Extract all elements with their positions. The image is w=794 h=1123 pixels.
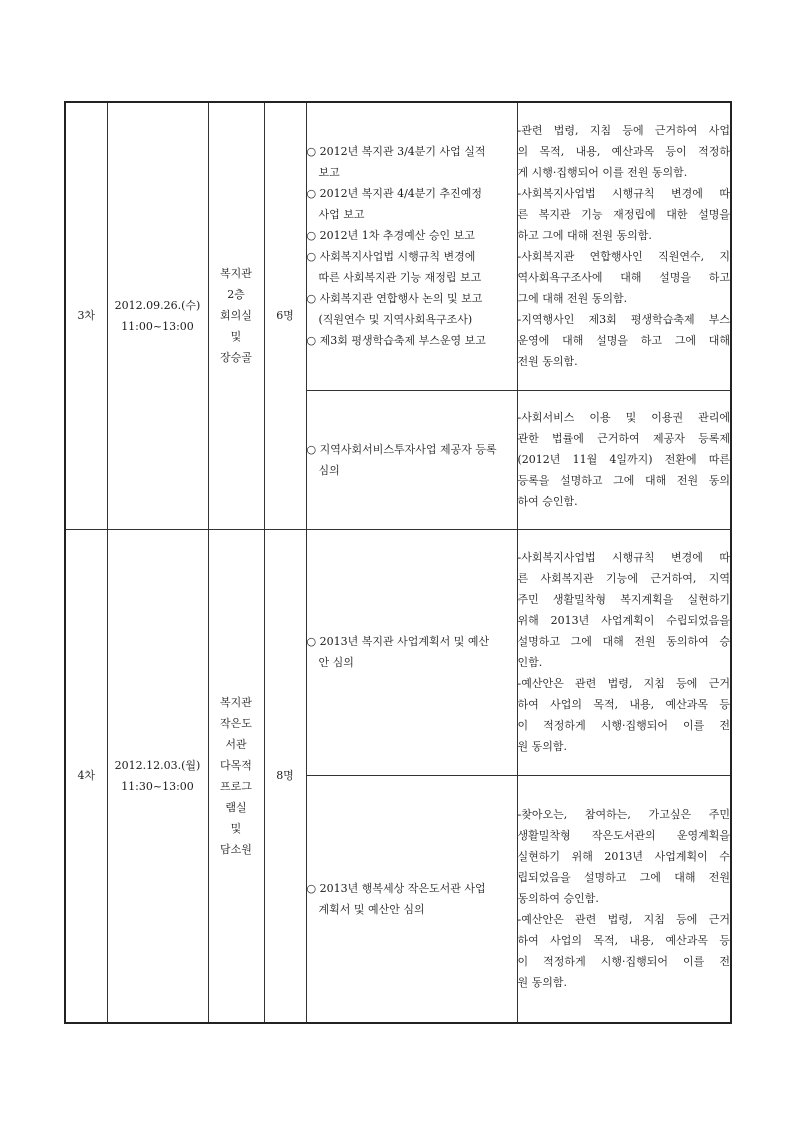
agenda-line: 계획서 및 예산안 심의: [318, 902, 425, 916]
agenda-cell: [306, 390, 517, 529]
agenda-line: ○ 2013년 복지관 사업계획서 및 예산: [306, 635, 490, 648]
result-line: 그에 대해 전원 동의함.: [517, 292, 628, 306]
result-line: 위해 2013년 사업계획이 수립되었음을: [517, 614, 730, 627]
date-cell: [107, 102, 208, 529]
result-line: 실현하기 위해 2013년 사업계획이 수: [517, 850, 730, 864]
agenda-cell: [306, 775, 517, 1023]
result-line: 른 복지관 기능 재정립에 대한 설명을: [517, 208, 730, 222]
result-line: 하고 그에 대해 전원 동의함.: [517, 229, 652, 243]
agenda-line: 심의: [318, 463, 340, 477]
date-label: 2012.09.26.(수): [114, 298, 201, 312]
result-line: -찾아오는, 참여하는, 가고싶은 주민: [517, 808, 730, 822]
result-line: 설명하고 그에 대해 전원 동의하여 승: [517, 635, 730, 648]
result-line: 원 동의함.: [517, 976, 567, 990]
result-line: 주민 생활밀착형 복지계획을 실현하기: [517, 593, 730, 606]
result-line: -사회복지관 연합행사인 직원연수, 지: [517, 250, 730, 264]
agenda-line: ○ 2012년 복지관 4/4분기 추진예정: [306, 187, 483, 201]
place-line: 서관: [225, 737, 247, 751]
table-row: [65, 102, 731, 390]
result-line: 하여 승인함.: [517, 495, 578, 508]
place-line: 회의실: [220, 309, 252, 323]
place-line: 복지관: [220, 267, 252, 281]
result-line: 운영에 대해 설명을 하고 그에 대해: [517, 334, 730, 348]
result-line: -사회서비스 이용 및 이용권 관리에: [517, 411, 730, 424]
time-label: 11:30~13:00: [121, 779, 194, 793]
round-cell: [65, 102, 107, 529]
date-cell: [107, 529, 208, 1023]
result-line: 역사회욕구조사에 대해 설명을 하고: [517, 271, 730, 285]
result-cell: [517, 775, 731, 1023]
result-line: 동의하여 승인함.: [517, 892, 599, 906]
agenda-line: ○ 지역사회서비스투자사업 제공자 등록: [306, 442, 497, 456]
place-cell: [208, 529, 264, 1023]
result-line: 게 시행·집행되어 이를 전원 동의함.: [517, 166, 688, 180]
agenda-line: ○ 2013년 행복세상 작은도서관 사업: [306, 881, 486, 895]
agenda-line: ○ 사회복지관 연합행사 논의 및 보고: [306, 292, 483, 306]
place-line: 다목적: [220, 758, 252, 772]
result-line: -예산안은 관련 법령, 지침 등에 근거: [517, 913, 730, 927]
place-line: 램실: [225, 800, 247, 814]
result-line: (2012년 11월 4일까지) 전환에 따른: [517, 453, 730, 466]
result-line: 생활밀착형 작은도서관의 운영계획을: [517, 829, 730, 843]
result-line: 원 동의함.: [517, 740, 567, 753]
place-line: 프로그: [220, 779, 252, 793]
result-line: 의 목적, 내용, 예산과목 등이 적정하: [517, 145, 730, 159]
round-cell: [65, 529, 107, 1023]
result-line: -관련 법령, 지침 등에 근거하여 사업: [517, 124, 730, 138]
result-cell: [517, 529, 731, 775]
agenda-cell: [306, 102, 517, 390]
place-line: 2층: [227, 288, 245, 302]
people-count: 8명: [276, 769, 294, 783]
agenda-line: 안 심의: [318, 656, 354, 669]
round-label: 3차: [77, 309, 96, 323]
minutes-table: [64, 101, 732, 1024]
result-line: 하여 사업의 목적, 내용, 예산과목 등: [517, 934, 730, 948]
place-line: 및: [230, 821, 242, 835]
agenda-line: ○ 2012년 복지관 3/4분기 사업 실적: [306, 145, 486, 159]
result-line: 이 적정하게 시행·집행되어 이를 전: [517, 719, 730, 732]
result-cell: [517, 390, 731, 529]
agenda-cell: [306, 529, 517, 775]
result-line: -지역행사인 제3회 평생학습축제 부스: [517, 313, 730, 327]
people-cell: [264, 102, 306, 529]
result-line: 하여 사업의 목적, 내용, 예산과목 등: [517, 698, 730, 711]
people-cell: [264, 529, 306, 1023]
round-label: 4차: [77, 769, 96, 783]
table-row: [65, 529, 731, 775]
date-label: 2012.12.03.(월): [114, 758, 201, 772]
place-line: 담소원: [220, 842, 252, 856]
people-count: 6명: [276, 309, 294, 323]
place-line: 장승골: [220, 351, 252, 365]
agenda-line: 따른 사회복지관 기능 재정립 보고: [318, 271, 482, 285]
agenda-line: ○ 사회복지사업법 시행규칙 변경에: [306, 250, 476, 264]
result-line: -예산안은 관련 법령, 지침 등에 근거: [517, 677, 730, 690]
result-line: 립되었음을 설명하고 그에 대해 전원: [517, 871, 730, 885]
agenda-line: ○ 2012년 1차 추경예산 승인 보고: [306, 229, 475, 243]
result-line: 등록을 설명하고 그에 대해 전원 동의: [517, 474, 730, 487]
result-line: 전원 동의함.: [517, 355, 578, 369]
place-line: 작은도: [220, 716, 252, 730]
place-cell: [208, 102, 264, 529]
result-line: 른 사회복지관 기능에 근거하여, 지역: [517, 572, 730, 585]
place-line: 복지관: [220, 695, 252, 709]
place-line: 및: [230, 330, 242, 344]
agenda-line: ○ 제3회 평생학습축제 부스운영 보고: [306, 334, 486, 348]
result-cell: [517, 102, 731, 390]
result-line: 관한 법률에 근거하여 제공자 등록제: [517, 432, 730, 445]
result-line: 인함.: [517, 656, 543, 669]
agenda-line: (직원연수 및 지역사회욕구조사): [318, 313, 473, 327]
agenda-line: 사업 보고: [318, 208, 365, 222]
result-line: -사회복지사업법 시행규칙 변경에 따: [517, 187, 730, 201]
time-label: 11:00~13:00: [121, 319, 194, 333]
agenda-line: 보고: [318, 166, 340, 180]
result-line: 이 적정하게 시행·집행되어 이를 전: [517, 955, 730, 969]
result-line: -사회복지사업법 시행규칙 변경에 따: [517, 551, 730, 564]
